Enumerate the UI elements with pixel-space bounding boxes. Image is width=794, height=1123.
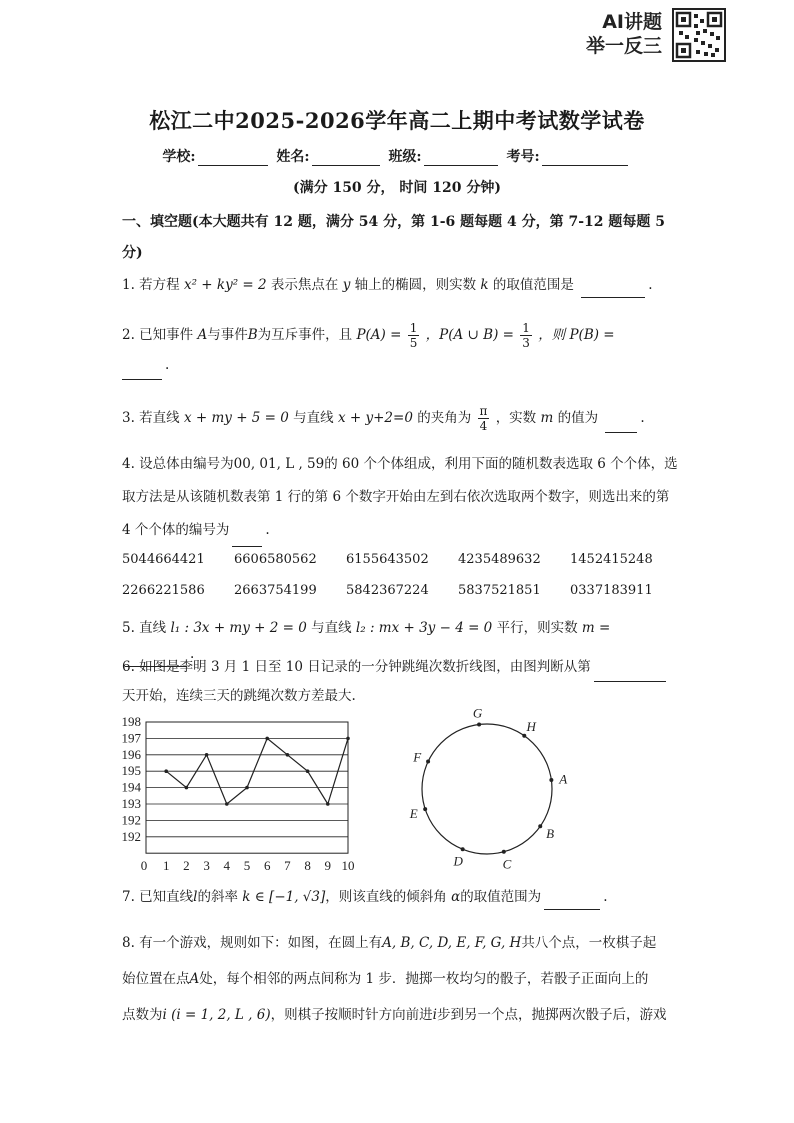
q2-f1-num: 1	[409, 321, 418, 335]
circle-point-label: G	[472, 705, 483, 721]
q7-answer-blank[interactable]	[544, 895, 600, 910]
name-label: 姓名:	[276, 149, 310, 165]
q2-f2-num: 1	[522, 321, 530, 335]
circle-diagram	[409, 705, 580, 872]
q7-var-alpha: α	[451, 889, 461, 905]
page-title: 松江二中2025-2026学年高二上期中考试数学试卷	[149, 108, 645, 133]
chart-x-tick-label: 2	[183, 858, 190, 874]
q3-fraction	[478, 404, 490, 433]
jump-rope-line-chart	[112, 712, 362, 872]
q6-answer-blank[interactable]	[594, 667, 666, 682]
circle-point	[461, 847, 465, 851]
q7-text: 7. 已知直线	[122, 889, 194, 905]
chart-x-tick-label: 7	[284, 858, 291, 874]
rand-cell: 2266221586	[122, 583, 205, 598]
ai-badge	[586, 10, 662, 58]
q8-text-line3c: 步到另一个点，抛掷两次骰子后，游戏	[436, 1007, 667, 1023]
q4-codes: 00, 01, L , 59	[233, 456, 325, 472]
q1-var-y: y	[342, 277, 351, 293]
chart-y-tick-label: 197	[121, 730, 141, 746]
q3-text-c: 的夹角为	[417, 410, 472, 426]
circle-point-label: A	[559, 771, 568, 787]
badge-line2: 举一反三	[585, 35, 662, 57]
chart-y-tick-label: 194	[121, 779, 141, 795]
chart-x-ticks	[141, 858, 355, 873]
chart-point	[185, 786, 189, 790]
chart-point	[346, 737, 350, 741]
circle-point	[522, 734, 526, 738]
q7-text-c: ，则该直线的倾斜角	[325, 889, 447, 905]
badge-line1: AI讲题	[602, 11, 662, 33]
chart-y-tick-label: 198	[121, 714, 141, 729]
q5-line-2: l₂ : mx + 3y − 4 = 0	[355, 620, 493, 636]
q1-text-b: 表示焦点在	[270, 277, 339, 293]
q6-text: 6. 如图是李明 3 月 1 日至 10 日记录的一分钟跳绳次数折线图，由图判断从第	[122, 659, 591, 675]
chart-point	[326, 802, 330, 806]
section-heading: 一、填空题(本大题共有 12 题，满分 54 分，第 1-6 题每题 4 分，第 7-12 题每题 5 分)	[122, 214, 666, 261]
q4-text-line3: 4 个个体的编号为	[122, 522, 230, 538]
rand-cell: 5842367224	[346, 583, 429, 598]
random-table-row-1	[122, 552, 682, 567]
q3-line-2: x + y+2=0	[337, 410, 413, 426]
q3-text: 3. 若直线	[122, 410, 180, 426]
question-4: 4. 设总体由编号为00, 01, L , 59的 60 个个体组成，利用下面的随机数表选取 6 个个体，选 取方法是从该随机数表第 1 行的第 6 个数字开始由左到右依次选取两个数字，则选出来的第 4 个个体的编号为 .	[122, 448, 678, 547]
chart-y-tick-label: 192	[121, 828, 141, 844]
chart-y-tick-label: 193	[121, 796, 141, 811]
chart-y-tick-label: 195	[121, 763, 141, 779]
chart-point	[286, 753, 290, 757]
class-label: 班级:	[388, 149, 422, 165]
q2-fraction-1	[408, 321, 420, 350]
q3-text-e: 的值为	[557, 410, 599, 426]
random-table-row-2	[122, 583, 682, 598]
q5-line-1: l₁ : 3x + my + 2 = 0	[170, 620, 307, 636]
q7-var-l: l	[193, 889, 198, 905]
question-1: 1. 若方程 x² + ky² = 2 表示焦点在 y 轴上的椭圆，则实数 k 的取值范围是 .	[122, 272, 678, 298]
q8-text-line2: 始位置在点	[122, 971, 190, 987]
chart-point	[164, 769, 168, 773]
rand-cell: 5044664421	[122, 552, 205, 567]
q2-fraction-2	[520, 321, 532, 350]
q7-text-b: 的斜率	[197, 889, 238, 905]
circle-point-label: F	[413, 749, 422, 765]
circle-points	[409, 706, 567, 872]
circle-outline	[422, 724, 555, 854]
chart-x-tick-label: 9	[324, 858, 332, 874]
q8-var-a: A	[189, 971, 200, 987]
chart-x-tick-label: 8	[304, 858, 311, 874]
rand-cell: 2663754199	[234, 583, 317, 598]
q1-answer-blank[interactable]	[581, 283, 645, 298]
q1-var-k: k	[480, 277, 489, 293]
question-6	[122, 653, 678, 711]
rand-cell: 6606580562	[234, 552, 317, 567]
q3-answer-blank[interactable]	[605, 418, 637, 433]
q3-f-num: π	[479, 404, 488, 418]
q4-text-line2: 取方法是从该随机数表第 1 行的第 6 个数字开始由左到右依次选取两个数字，则选出来的第	[122, 489, 670, 505]
question-5: 5. 直线 l₁ : 3x + my + 2 = 0 与直线 l₂ : mx + 3y − 4 = 0 平行，则实数 m = .	[122, 615, 678, 667]
id-field[interactable]	[542, 151, 628, 166]
student-info-row	[0, 146, 794, 166]
q6-text-line2: 天开始，连续三天的跳绳次数方差最大.	[122, 688, 356, 704]
q2-answer-blank[interactable]	[122, 365, 162, 380]
exam-meta: (满分 150 分， 时间 120 分钟)	[292, 180, 502, 196]
q8-var-i: i (i = 1, 2, L , 6)	[162, 1007, 271, 1023]
q2-text: 2. 已知事件	[122, 327, 194, 343]
q1-equation: x² + ky² = 2	[183, 277, 267, 293]
chart-x-tick-label: 0	[140, 858, 148, 874]
q8-text-line3: 点数为	[122, 1007, 163, 1023]
qr-pattern-icon	[674, 10, 724, 60]
q7-slope-range: k ∈ [−1, √3]	[242, 889, 326, 905]
q3-f-den: 4	[479, 419, 488, 433]
qr-code-icon[interactable]	[672, 8, 726, 62]
rand-cell: 0337183911	[570, 583, 653, 598]
q1-text-d: 的取值范围是	[492, 277, 574, 293]
q8-var-i2: i	[432, 1007, 437, 1023]
school-field[interactable]	[198, 151, 268, 166]
rand-cell: 4235489632	[458, 552, 541, 567]
chart-x-tick-label: 4	[223, 858, 231, 874]
q2-prob-a: P(A) =	[356, 327, 402, 343]
question-8	[122, 925, 678, 1033]
q8-text-line2b: 处，每个相邻的两点间称为 1 步．抛掷一枚均匀的骰子，若骰子正面向上的	[199, 971, 649, 987]
q5-var-m: m =	[581, 620, 611, 636]
circle-point	[423, 807, 427, 811]
school-label: 学校:	[162, 149, 196, 165]
circle-point-label: E	[409, 805, 418, 821]
question-3: 3. 若直线 x + my + 5 = 0 与直线 x + y+2=0 的夹角为 $\frac{\pi}{4}$ ，实数 m 的值为 .	[122, 404, 645, 433]
q2-var-b: B	[247, 327, 258, 343]
q2-f1-den: 5	[409, 336, 418, 350]
q8-text-b: 共八个点，一枚棋子起	[521, 935, 657, 951]
circle-point	[477, 722, 481, 726]
question-7: 7. 已知直线l的斜率 k ∈ [−1, √3]，则该直线的倾斜角 α的取值范围为 .	[122, 884, 678, 910]
chart-y-tick-label: 196	[121, 746, 141, 762]
circle-point	[549, 778, 553, 782]
q2-text-b: 与事件	[207, 327, 248, 343]
rand-cell: 5837521851	[458, 583, 541, 598]
chart-x-tick-label: 1	[162, 858, 170, 874]
circle-point	[426, 760, 430, 764]
q1-text-c: 轴上的椭圆，则实数	[354, 277, 477, 293]
q2-prob-union: ，P(A ∪ B) =	[425, 327, 514, 343]
chart-x-tick-label: 6	[263, 858, 271, 874]
chart-point	[245, 786, 249, 790]
question-2: 2. 已知事件 A与事件B为互斥事件，且 P(A) = $\frac{1}{5}$ ，P(A ∪ B) = $\frac{1}{3}$ ，则 P(B) = .	[122, 320, 678, 380]
q5-text-b: 与直线	[311, 620, 352, 636]
q3-text-b: 与直线	[293, 410, 334, 426]
chart-point	[265, 737, 269, 741]
chart-x-tick-label: 5	[243, 858, 251, 874]
chart-y-tick-label: 192	[121, 812, 141, 828]
q3-line-1: x + my + 5 = 0	[183, 410, 289, 426]
circle-point-label: C	[502, 856, 512, 872]
q8-points: A, B, C, D, E, F, G, H	[382, 935, 522, 951]
q2-text-c: 为互斥事件，且	[257, 327, 353, 343]
q4-text-b: 的 60 个个体组成，利用下面的随机数表选取 6 个个体，选	[324, 456, 678, 472]
name-field[interactable]	[312, 151, 380, 166]
chart-x-tick-label: 3	[203, 858, 210, 874]
chart-point	[306, 769, 310, 773]
circle-point-label: D	[453, 853, 463, 869]
circle-point	[538, 824, 542, 828]
chart-point	[225, 802, 229, 806]
q7-text-d: 的取值范围为	[460, 889, 542, 905]
q5-text-c: 平行，则实数	[496, 620, 578, 636]
q3-var-m: m	[540, 410, 554, 426]
chart-y-ticks	[122, 714, 142, 844]
q4-text: 4. 设总体由编号为	[122, 456, 234, 472]
q8-text: 8. 有一个游戏，规则如下：如图，在圆上有	[122, 935, 383, 951]
circle-point-label: B	[546, 826, 555, 842]
q8-text-line3b: ，则棋子按顺时针方向前进	[270, 1007, 433, 1023]
q4-answer-blank[interactable]	[232, 532, 262, 547]
chart-x-tick-label: 10	[341, 858, 355, 874]
q1-text: 1. 若方程	[122, 277, 180, 293]
q2-prob-b: ，则 P(B) =	[538, 327, 615, 343]
q5-text: 5. 直线	[122, 620, 167, 636]
q2-f2-den: 3	[522, 336, 530, 350]
q3-text-d: ，实数	[495, 410, 537, 426]
circle-point	[502, 850, 506, 854]
rand-cell: 6155643502	[346, 552, 429, 567]
id-label: 考号:	[506, 149, 540, 165]
circle-point-label: H	[526, 718, 536, 734]
rand-cell: 1452415248	[570, 552, 653, 567]
q2-var-a: A	[197, 327, 208, 343]
chart-point	[205, 753, 209, 757]
class-field[interactable]	[424, 151, 498, 166]
